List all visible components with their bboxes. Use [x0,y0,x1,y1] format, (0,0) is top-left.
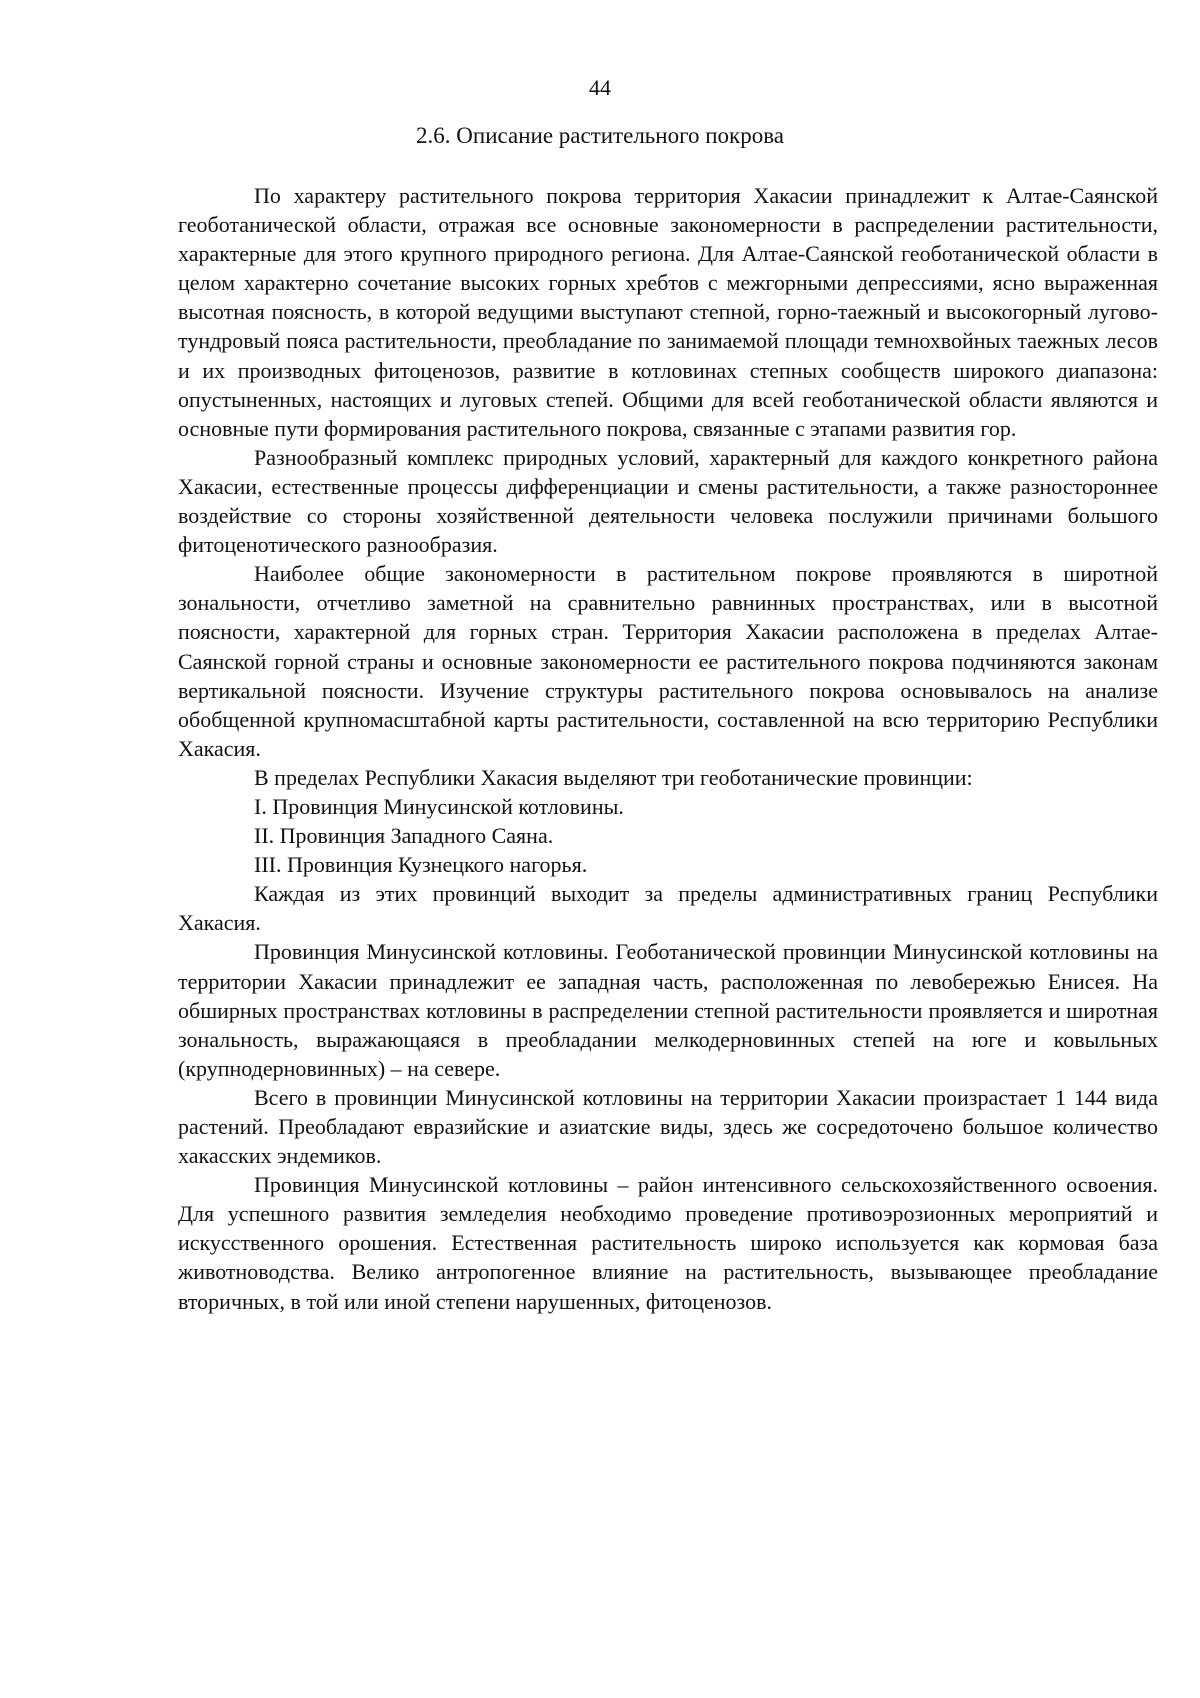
paragraph: Всего в провинции Минусинской котловины на территории Хакасии произрастает 1 144 вида растений. Преобладают евразийские и азиатские виды, здесь же сосредоточено большое количество хакасских эндемиков. [178,1084,1158,1169]
body-text [178,181,1158,1316]
province-list-item: III. Провинция Кузнецкого нагорья. [254,852,588,878]
paragraph: Каждая из этих провинций выходит за пределы административных границ Республики Хакасия. [178,881,1158,936]
province-list-item: II. Провинция Западного Саяна. [254,823,554,849]
province-list-item: I. Провинция Минусинской котловины. [254,793,624,819]
section-title: 2.6. Описание растительного покрова [416,123,784,148]
paragraph: В пределах Республики Хакасия выделяют три геоботанические провинции: [254,764,973,790]
paragraph: Провинция Минусинской котловины – район интенсивного сельскохозяйственного освоения. Для успешного развития земледелия необходимо проведение противоэрозионных мероприятий и искусственного орошения. Естественная растительность широко используется как кормовая база животноводства. Велико антропогенное влияние на растительность, вызывающее преобладание вторичных, в той или иной степени нарушенных, фитоценозов. [178,1172,1158,1314]
paragraph: Разнообразный комплекс природных условий, характерный для каждого конкретного района Хакасии, естественные процессы дифференциации и смены растительности, а также разностороннее воздействие со стороны хозяйственной деятельности человека послужили причинами большого фитоценотического разнообразия. [178,444,1158,558]
page-number: 44 [589,75,611,100]
paragraph: Провинция Минусинской котловины. Геоботанической провинции Минусинской котловины на территории Хакасии принадлежит ее западная часть, расположенная по левобережью Енисея. На обширных пространствах котловины в распределении степной растительности проявляется и широтная зональность, выражающаяся в преобладании мелкодерновинных степей на юге и ковыльных (крупнодерновинных) – на севере. [178,939,1158,1081]
paragraph: Наиболее общие закономерности в растительном покрове проявляются в широтной зональности, отчетливо заметной на сравнительно равнинных пространствах, или в высотной поясности, характерной для горных стран. Территория Хакасии расположена в пределах Алтае-Саянской горной страны и основные закономерности ее растительного покрова подчиняются законам вертикальной поясности. Изучение структуры растительного покрова основывалось на анализе обобщенной крупномасштабной карты растительности, составленной на всю территорию Республики Хакасия. [178,561,1158,761]
paragraph: По характеру растительного покрова территория Хакасии принадлежит к Алтае-Саянской геоботанической области, отражая все основные закономерности в распределении растительности, характерные для этого крупного природного региона. Для Алтае-Саянской геоботанической области в целом характерно сочетание высоких горных хребтов с межгорными депрессиями, ясно выраженная высотная поясность, в которой ведущими выступают степной, горно-таежный и высокогорный лугово-тундровый пояса растительности, преобладание по занимаемой площади темнохвойных таежных лесов и их производных фитоценозов, развитие в котловинах степных сообществ широкого диапазона: опустыненных, настоящих и луговых степей. Общими для всей геоботанической области являются и основные пути формирования растительного покрова, связанные с этапами развития гор. [178,183,1158,441]
